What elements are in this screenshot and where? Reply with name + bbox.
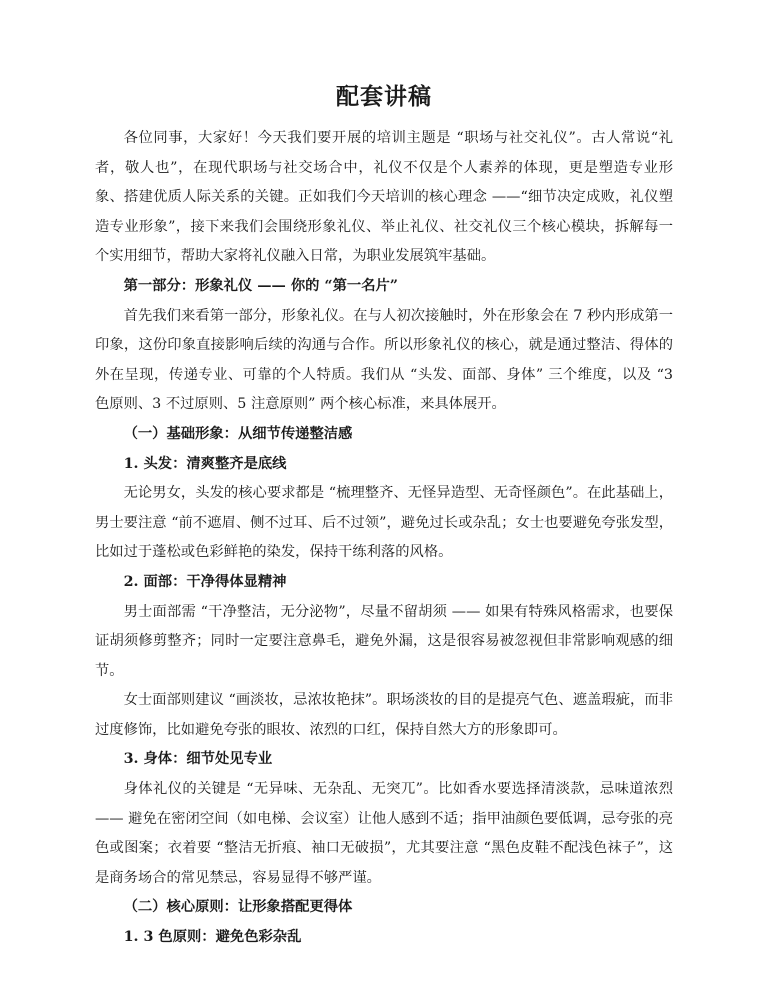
face-women-paragraph: 女士面部则建议 “画淡妆，忌浓妆艳抹”。职场淡妆的目的是提亮气色、遮盖瑕疵，而非过度修饰，比如避免夸张的眼妆、浓烈的口红，保持自然大方的形象即可。	[95, 692, 673, 738]
item-heading-body: 3. 身体：细节处见专业	[123, 751, 273, 768]
item-heading-face: 2. 面部：干净得体显精神	[123, 573, 287, 590]
document-content	[95, 0, 673, 953]
section-heading-part-one: 第一部分：形象礼仪 —— 你的 “第一名片”	[123, 277, 399, 294]
subsection-heading-core-principles: （二）核心原则：让形象搭配更得体	[123, 899, 353, 916]
document-body	[95, 124, 673, 953]
item-heading-hair: 1. 头发：清爽整齐是底线	[123, 455, 287, 472]
intro-paragraph: 各位同事，大家好！今天我们要开展的培训主题是 “职场与社交礼仪”。古人常说“礼者，敬人也”，在现代职场与社交场合中，礼仪不仅是个人素养的体现，更是塑造专业形象、搭建优质人际关系的关键。正如我们今天培训的核心理念 ——“细节决定成败，礼仪塑造专业形象”，接下来我们会围绕形象礼仪、举止礼仪、社交礼仪三个核心模块，拆解每一个实用细节，帮助大家将礼仪融入日常，为职业发展筑牢基础。	[95, 130, 673, 265]
part-one-intro-paragraph: 首先我们来看第一部分，形象礼仪。在与人初次接触时，外在形象会在 7 秒内形成第一印象，这份印象直接影响后续的沟通与合作。所以形象礼仪的核心，就是通过整洁、得体的外在呈现，传递专业、可靠的个人特质。我们从 “头发、面部、身体” 三个维度，以及 “3 色原则、3 不过原则、5 注意原则” 两个核心标准，来具体展开。	[95, 307, 673, 413]
item-heading-three-color: 1. 3 色原则：避免色彩杂乱	[123, 929, 302, 946]
subsection-heading-basic-image: （一）基础形象：从细节传递整洁感	[123, 425, 353, 442]
body-paragraph: 身体礼仪的关键是 “无异味、无杂乱、无突兀”。比如香水要选择清淡款，忌味道浓烈 —— 避免在密闭空间（如电梯、会议室）让他人感到不适；指甲油颜色要低调，忌夸张的亮色或图案；衣着要 “整洁无折痕、袖口无破损”，尤其要注意 “黑色皮鞋不配浅色袜子”，这是商务场合的常见禁忌，容易显得不够严谨。	[95, 781, 673, 886]
page-title: 配套讲稿	[336, 83, 432, 110]
hair-paragraph: 无论男女，头发的核心要求都是 “梳理整齐、无怪异造型、无奇怪颜色”。在此基础上，男士要注意 “前不遮眉、侧不过耳、后不过领”，避免过长或杂乱；女士也要避免夸张发型，比如过于蓬松或色彩鲜艳的染发，保持干练利落的风格。	[95, 485, 673, 561]
face-men-paragraph: 男士面部需 “干净整洁，无分泌物”，尽量不留胡须 —— 如果有特殊风格需求，也要保证胡须修剪整齐；同时一定要注意鼻毛，避免外漏，这是很容易被忽视但非常影响观感的细节。	[95, 603, 673, 679]
